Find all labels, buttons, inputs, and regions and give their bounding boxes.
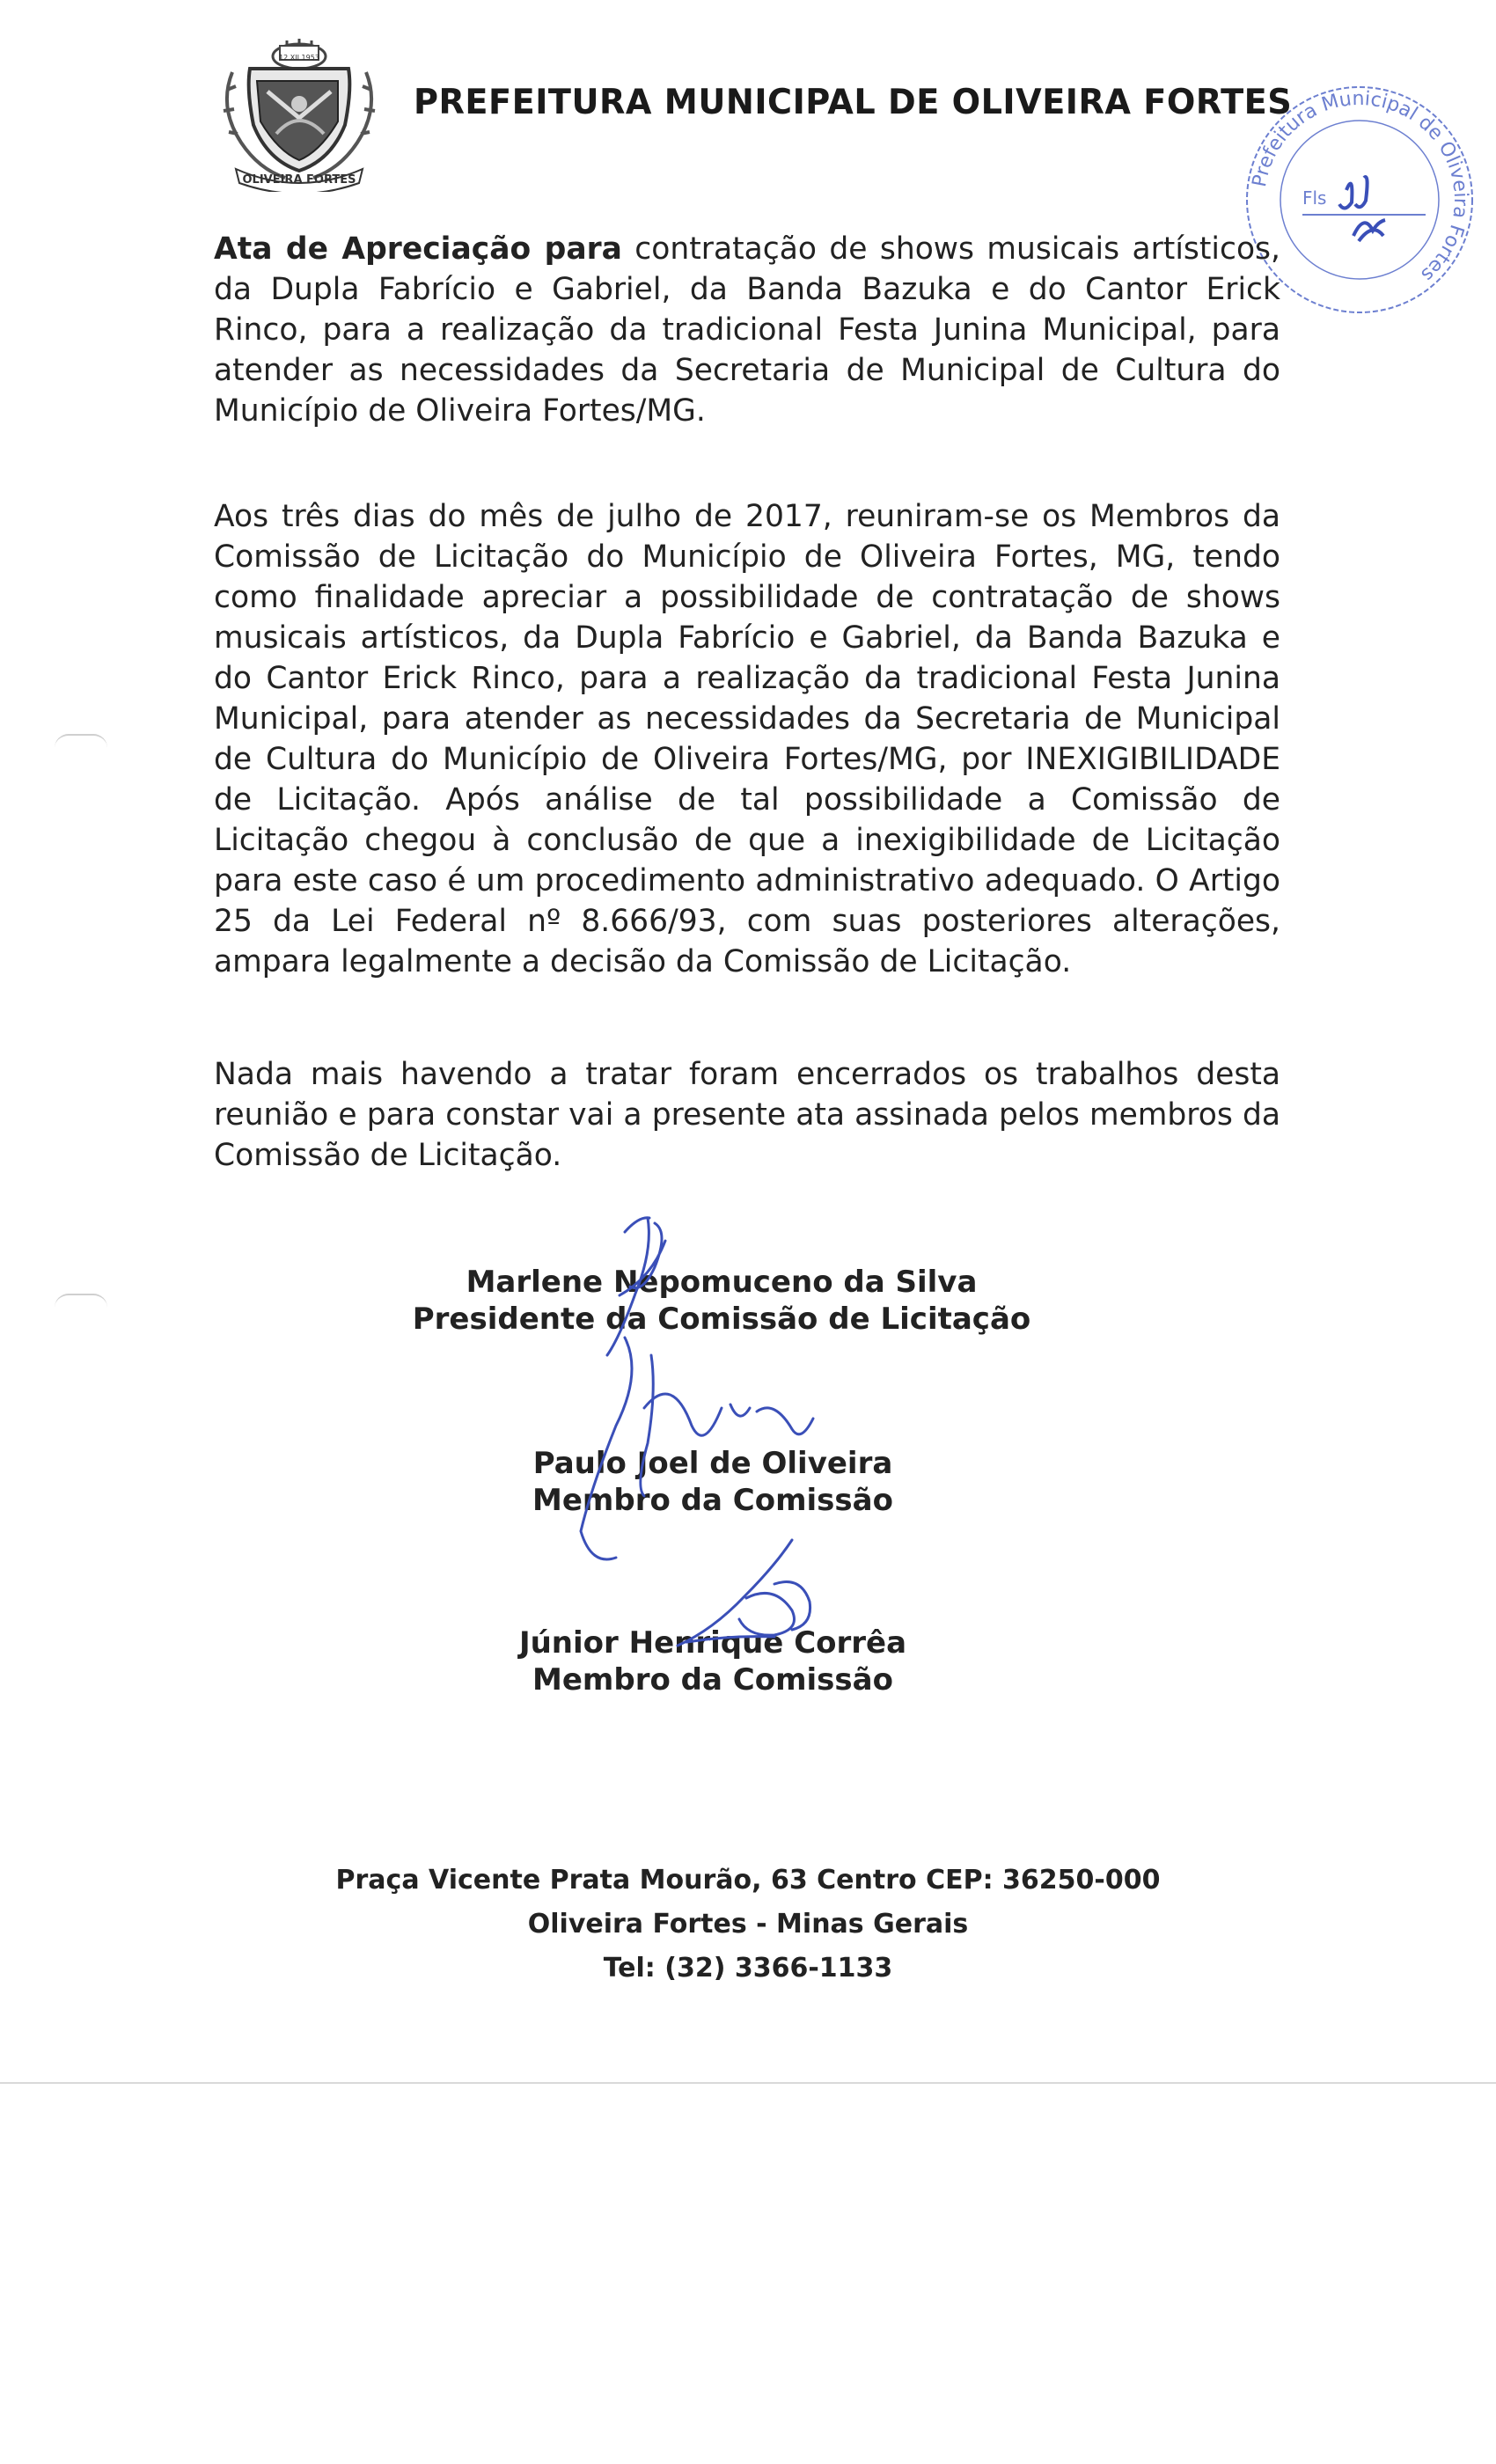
crest-label: OLIVEIRA FORTES <box>242 173 356 187</box>
margin-mark <box>55 734 107 748</box>
stamp-ring-text: Prefeitura Municipal de Oliveira Fortes <box>1248 87 1472 286</box>
signatory-role: Membro da Comissão <box>532 1483 893 1518</box>
crest-date: 12 XII 1953 <box>279 54 319 62</box>
signature-block-member-1 <box>387 1445 1038 1519</box>
footer-address: Praça Vicente Prata Mourão, 63 Centro CEP: 36250-000 <box>335 1865 1161 1896</box>
signature-block-president <box>387 1264 1056 1338</box>
paragraph-title-lead: Ata de Apreciação para <box>214 231 622 267</box>
paragraph-closing: Nada mais havendo a tratar foram encerrados os trabalhos desta reunião e para constar vai a presente ata assinada pelos membros da Comissão de Licitação. <box>214 1057 1280 1173</box>
margin-mark <box>55 1294 107 1308</box>
signatory-name: Paulo Joel de Oliveira <box>532 1446 893 1481</box>
signatory-role: Presidente da Comissão de Licitação <box>412 1302 1031 1337</box>
stamp-fls-label: Fls <box>1302 187 1327 209</box>
signatory-name: Marlene Nepomuceno da Silva <box>466 1265 978 1300</box>
municipal-crest-logo <box>215 37 387 192</box>
footer-phone: Tel: (32) 3366-1133 <box>603 1953 893 1984</box>
signature-block-member-2 <box>387 1624 1038 1698</box>
signatory-role: Membro da Comissão <box>532 1662 893 1698</box>
paragraph-title <box>214 229 1280 431</box>
scan-edge-line <box>0 2082 1496 2084</box>
signatory-name: Júnior Henrique Corrêa <box>518 1625 907 1661</box>
footer-contact <box>0 1859 1496 1991</box>
paragraph-meeting: Aos três dias do mês de julho de 2017, reuniram-se os Membros da Comissão de Licitação do Município de Oliveira Fortes, MG, tendo como finalidade apreciar a possibilidade de contratação de shows musicais artísticos, da Dupla Fabrício e Gabriel, da Banda Bazuka e do Cantor Erick Rinco, para a realização da tradicional Festa Junina Municipal, para atender as necessidades da Secretaria de Municipal de Cultura do Município de Oliveira Fortes/MG, por INEXIGIBILIDADE de Licitação. Após análise de tal possibilidade a Comissão de Licitação chegou à conclusão de que a inexigibilidade de Licitação para este caso é um procedimento administrativo adequado. O Artigo 25 da Lei Federal nº 8.666/93, com suas posteriores alterações, ampara legalmente a decisão da Comissão de Licitação. <box>214 499 1280 979</box>
footer-city: Oliveira Fortes - Minas Gerais <box>527 1909 969 1940</box>
org-name-heading: PREFEITURA MUNICIPAL DE OLIVEIRA FORTES <box>414 83 1293 122</box>
paragraph-title-rest: contratação de shows musicais artísticos, da Dupla Fabrício e Gabriel, da Banda Bazuka e do Cantor Erick Rinco, para a realização da tradicional Festa Junina Municipal, para atender as necessidades da Secretaria de Municipal de Cultura do Município de Oliveira Fortes/MG. <box>214 231 1281 429</box>
